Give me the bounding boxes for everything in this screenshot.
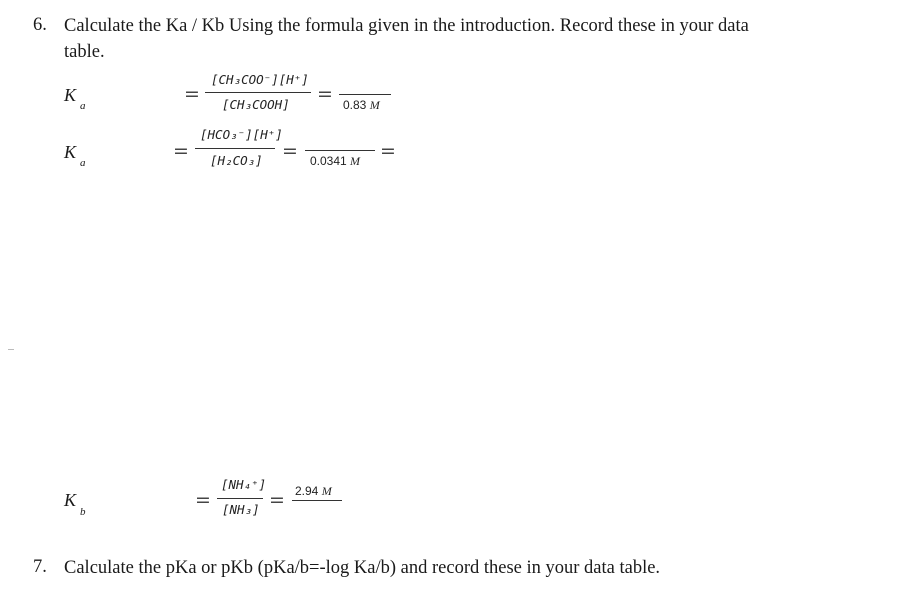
result-value [295,484,332,499]
fraction-denominator: [H₂CO₃] [210,153,263,168]
fraction-denominator: [NH₃] [222,502,260,517]
value-unit: M [350,154,361,168]
value-number: 0.83 [343,98,367,112]
ka-subscript: a [80,157,86,169]
margin-marker [8,349,14,350]
value-number: 0.0341 [310,154,347,168]
answer-blank-denominator [292,500,342,501]
value-unit: M [321,484,332,498]
ka-symbol: K [64,142,77,162]
question-6-number: 6. [33,15,47,35]
answer-blank-numerator [305,150,375,151]
question-6-text: Calculate the Ka / Kb Using the formula given in the introduction. Record these in your data table. [64,16,749,62]
equals-sign: = [269,489,285,511]
denominator-value [310,154,360,169]
equals-sign: = [173,140,189,162]
fraction-numerator: [NH₄⁺] [221,477,267,492]
fraction-bar [205,92,311,93]
ka-subscript: a [80,100,86,112]
value-number: 2.94 [295,484,319,498]
fraction-denominator: [CH₃COOH] [222,97,290,112]
fraction-bar [217,498,263,499]
answer-blank-numerator [339,94,391,95]
equals-sign: = [380,140,396,162]
denominator-value [343,98,380,113]
equals-sign: = [282,140,298,162]
value-unit: M [369,98,380,112]
equals-sign: = [195,489,211,511]
equals-sign: = [317,83,333,105]
kb-subscript: b [80,506,86,518]
question-7-number: 7. [33,557,47,577]
question-7-text: Calculate the pKa or pKb (pKa/b=-log Ka/b) and record these in your data table. [64,558,661,578]
fraction-bar [195,148,275,149]
ka-symbol: K [64,85,77,105]
equals-sign: = [184,83,200,105]
fraction-numerator: [CH₃COO⁻][H⁺] [211,72,309,87]
kb-symbol: K [64,490,77,510]
fraction-numerator: [HCO₃⁻][H⁺] [200,127,283,142]
